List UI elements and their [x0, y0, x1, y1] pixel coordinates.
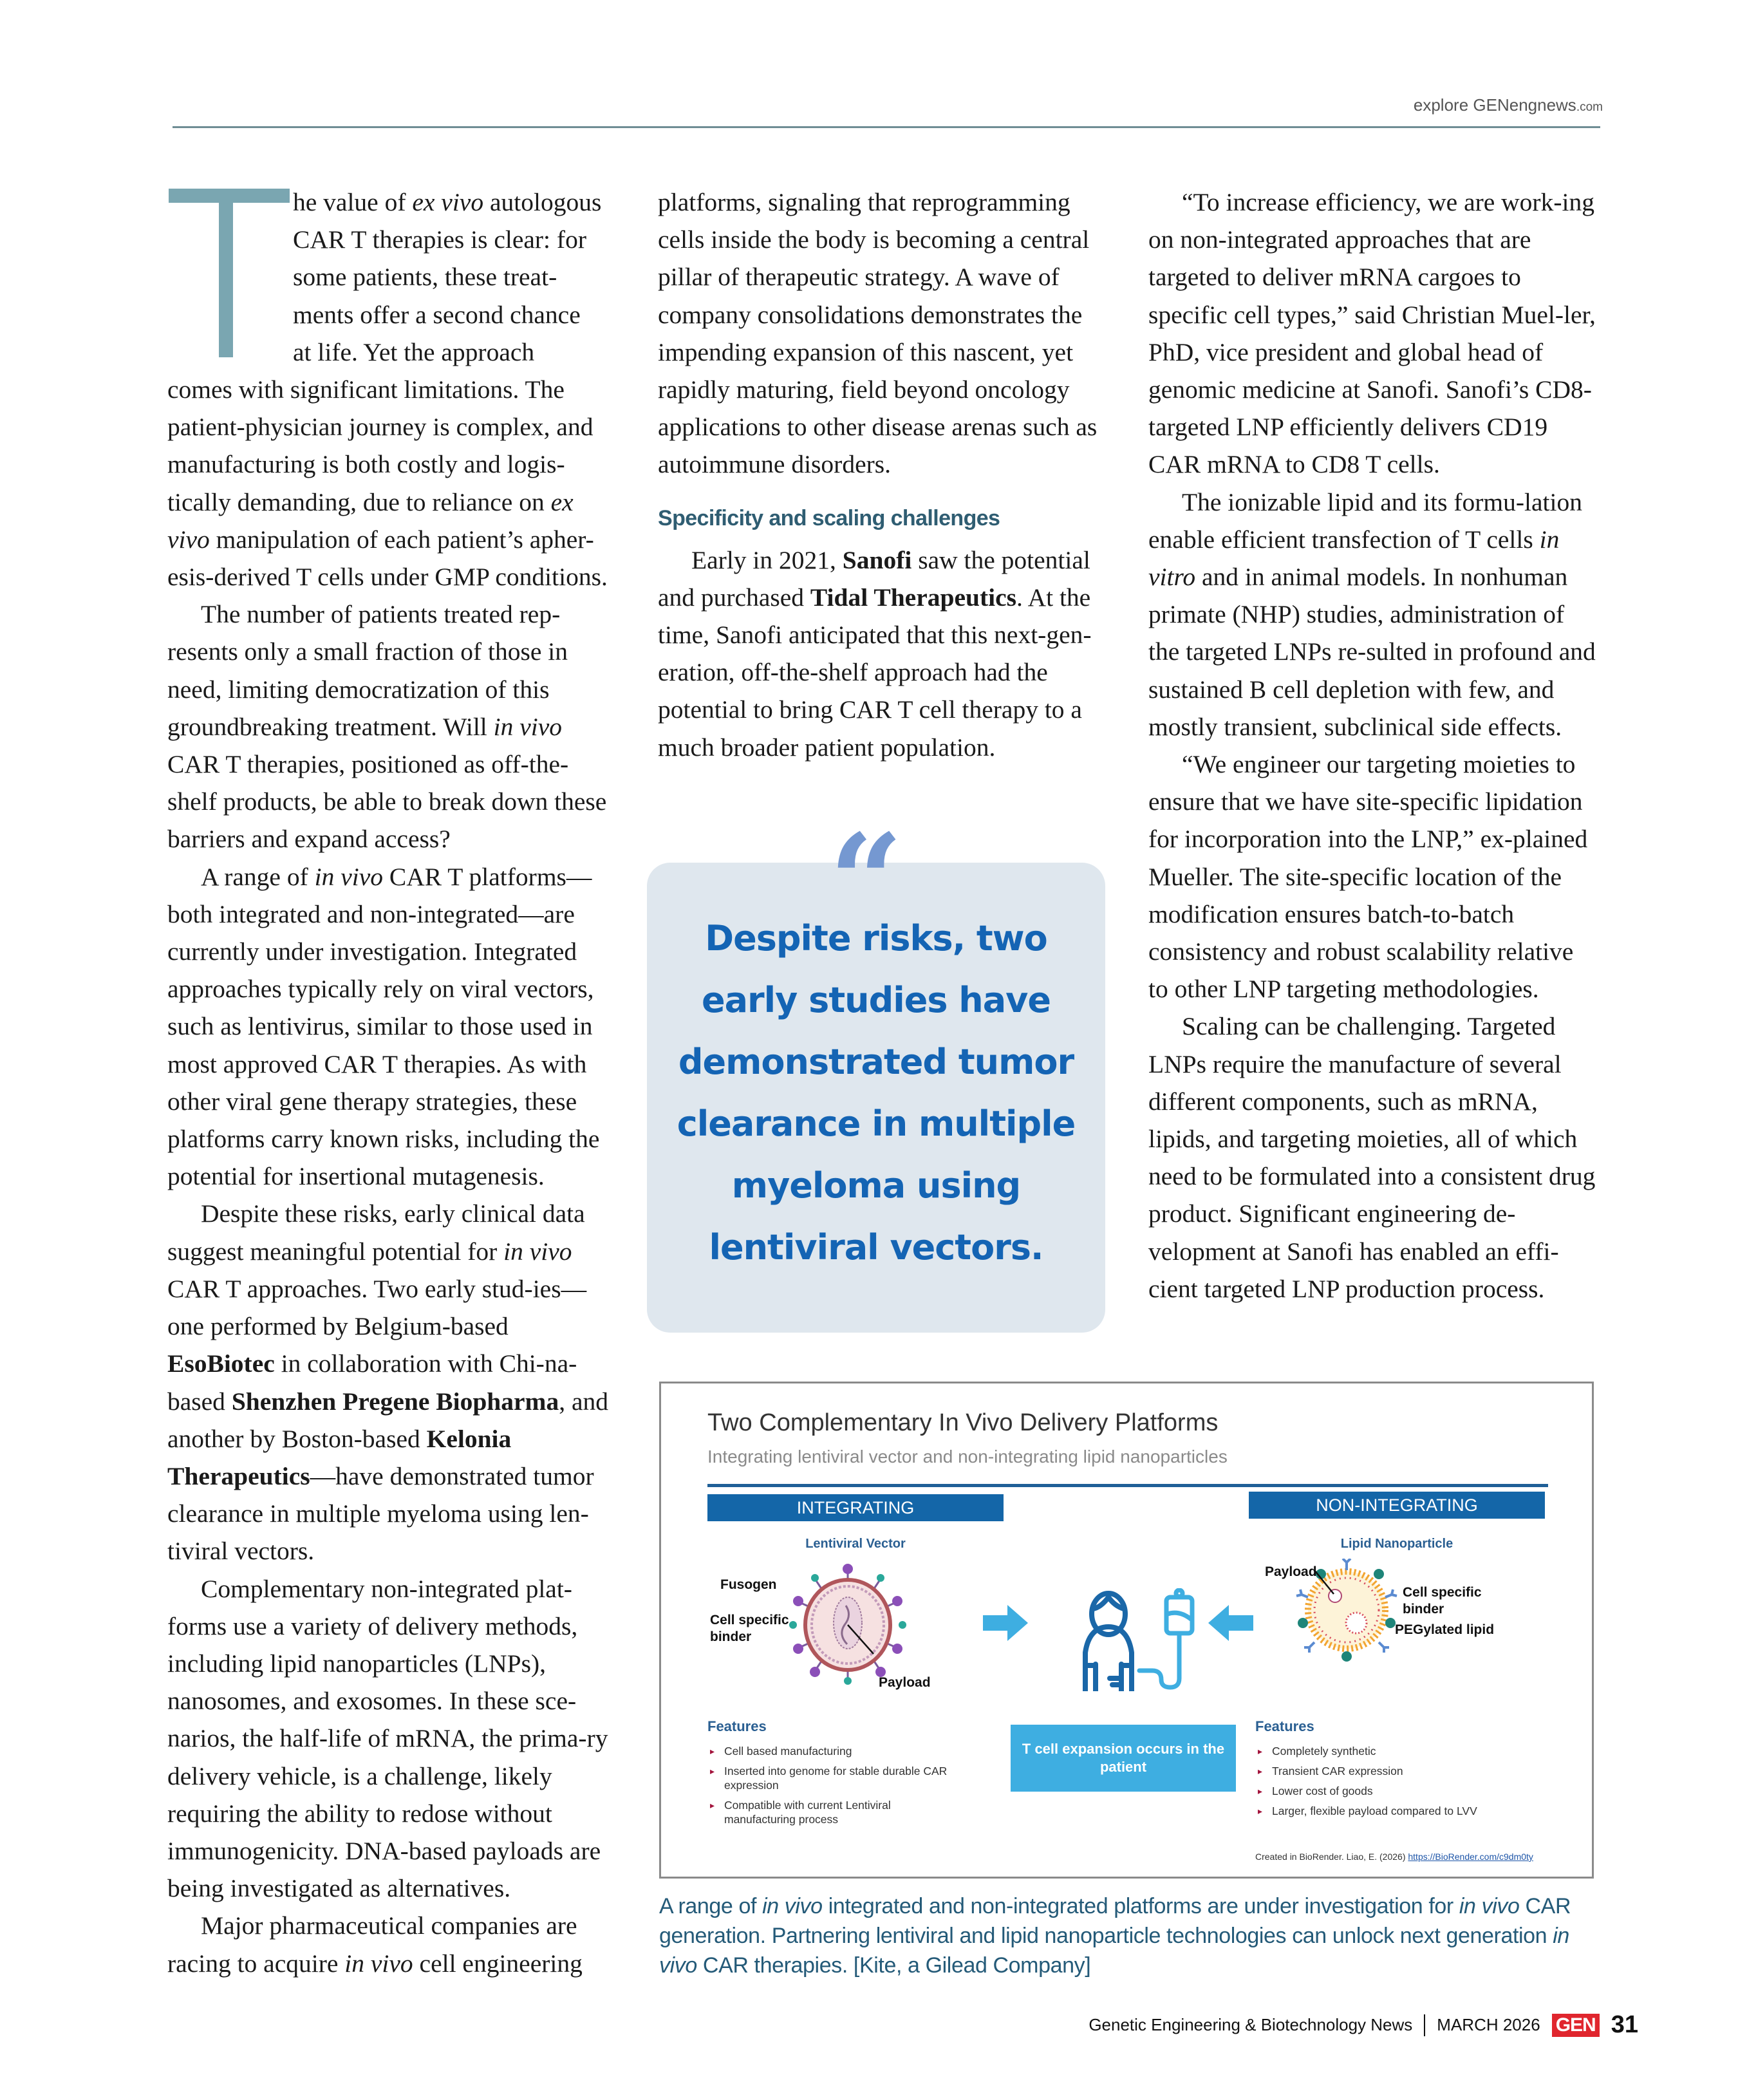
dropcap-letter-t [167, 183, 290, 364]
site-tld: .com [1576, 100, 1603, 114]
paragraph: The number of patients treated rep-resents only a small fraction of those in need, limiting democratization of this groundbreaking treatment. Will in vivo CAR T therapies, positioned as off-the-shelf products, be able to break down these barriers and expand access? [167, 600, 607, 854]
feature-item: ▸ Inserted into genome for stable durable CAR expression [710, 1765, 948, 1792]
gen-logo: GEN [1552, 2014, 1600, 2037]
non-integrating-label: NON-INTEGRATING [1249, 1492, 1545, 1519]
feature-item: ▸ Completely synthetic [1258, 1745, 1376, 1758]
site-link[interactable] [1414, 95, 1603, 115]
publication-name: Genetic Engineering & Biotechnology News [1089, 2015, 1413, 2034]
paragraph: Complementary non-integrated plat-forms use a variety of delivery methods, including lipid nanoparticles (LNPs), nanosomes, and exosomes. In these sce-narios, the half-life of mRNA, the prima-ry delivery vehicle, is a challenge, likely requiring the ability to redose without immunogenicity. DNA-based payloads are being investigated as alternatives. [167, 1574, 608, 1903]
company-esobiotec: EsoBiotec [167, 1349, 275, 1378]
paragraph: Major pharmaceutical companies are racing to acquire in vivo cell engineering [167, 1911, 583, 1978]
lnp-payload-label: Payload [1265, 1564, 1317, 1579]
features-list-non-integrating [1255, 1744, 1551, 1824]
company-pregene: Shenzhen Pregene Biopharma [231, 1387, 559, 1416]
lentiviral-vector-heading: Lentiviral Vector [805, 1537, 906, 1551]
t-cell-expansion-box: T cell expansion occurs in the patient [1011, 1725, 1236, 1792]
figure-caption: A range of in vivo integrated and non-integrated platforms are under investigation for in vivo CAR generation. Partnering lentiviral and lipid nanoparticle technologies can unlock next generation in vivo CAR therapies. [Kite, a Gilead Company] [659, 1894, 1571, 1978]
figure-title: Two Complementary In Vivo Delivery Platforms [707, 1409, 1219, 1436]
arrow-right-icon [983, 1605, 1028, 1641]
delivery-platforms-figure [659, 1382, 1594, 1879]
feature-item: ▸ Cell based manufacturing [710, 1745, 852, 1758]
site-name: explore GENengnews [1413, 95, 1576, 115]
article-column-3 [1148, 183, 1599, 1308]
figure-subtitle: Integrating lentiviral vector and non-integrating lipid nanoparticles [707, 1447, 1228, 1467]
paragraph: The ionizable lipid and its formu-lation enable efficient transfection of T cells in vitro and in animal models. In nonhuman primate (NHP) studies, administration of the targeted LNPs re-sulted in profound and sustained B cell depletion with few, and mostly transient, subclinical side effects. [1148, 487, 1596, 741]
paragraph: platforms, signaling that reprogramming cells inside the body is becoming a central pillar of therapeutic strategy. A wave of company consolidations demonstrates the impending expansion of this nascent, yet rapidly maturing, field beyond oncology applications to other disease arenas such as autoimmune disorders. [658, 188, 1098, 479]
feature-item: ▸ Larger, flexible payload compared to LVV [1258, 1805, 1477, 1817]
page-footer [1089, 2011, 1638, 2039]
features-heading-integrating: Features [707, 1718, 767, 1734]
peg-lipid-label: PEGylated lipid [1395, 1622, 1495, 1637]
intro-paragraph: he value of ex vivo autologous CAR T therapies is clear: for some patients, these treat- ments offer a second chance at life. Yet the approach comes with significant limitations. The patient-physician journey is complex, and manufacturing is both costly and logis-tically demanding, due to reliance on ex vivo manipulation of each patient’s apher-esis-derived T cells under GMP conditions. [167, 188, 608, 592]
article-column-2 [658, 183, 1108, 766]
paragraph: Early in 2021, Sanofi saw the potential and purchased Tidal Therapeutics. At the time, Sanofi anticipated that this next-gen-eration, off-the-shelf approach had the potential to bring CAR T cell therapy to a much broader patient population. [658, 545, 1092, 762]
features-heading-non-integrating: Features [1255, 1718, 1314, 1734]
patient-icon [1070, 1588, 1205, 1691]
company-tidal: Tidal Therapeutics [810, 583, 1016, 612]
quote-mark-icon: “ [829, 806, 904, 957]
article-column-1 [167, 183, 612, 1982]
figure-rule [707, 1484, 1548, 1487]
paragraph: Despite these risks, early clinical data suggest meaningful potential for in vivo CAR T approaches. Two early stud-ies—one performed by Belgium-based EsoBiotec in collaboration with Chi-na-based Shenzhen Pregene Biopharma, and another by Boston-based Kelonia Therapeutics—have demonstrated tumor clearance in multiple myeloma using len-tiviral vectors. [167, 1199, 608, 1566]
page-number: 31 [1611, 2011, 1638, 2038]
lipid-nanoparticle-heading: Lipid Nanoparticle [1340, 1537, 1453, 1551]
feature-item: ▸ Transient CAR expression [1258, 1765, 1403, 1777]
paragraph: “We engineer our targeting moieties to ensure that we have site-specific lipidation for incorporation into the LNP,” ex-plained Mueller. The site-specific location of the modification ensures batch-to-batch consistency and robust scalability relative to other LNP targeting methodologies. [1148, 750, 1588, 1004]
feature-item: ▸ Compatible with current Lentiviral manufacturing process [710, 1799, 891, 1826]
cell-binder-label: Cell specific binder [710, 1613, 789, 1644]
company-sanofi: Sanofi [842, 545, 912, 574]
paragraph: A range of in vivo CAR T platforms—both integrated and non-integrated—are currently under investigation. Integrated approaches typically rely on viral vectors, such as lentivirus, similar to those used in most approved CAR T therapies. As with other viral gene therapy strategies, these platforms carry known risks, including the potential for insertional mutagenesis. [167, 862, 600, 1191]
header-rule [173, 126, 1600, 128]
arrow-left-icon [1208, 1605, 1253, 1641]
lentivirus-icon [787, 1564, 909, 1686]
footer-divider [1424, 2014, 1425, 2036]
payload-label: Payload [879, 1675, 931, 1690]
biorender-link[interactable]: https://BioRender.com/c9dm0ty [1408, 1852, 1533, 1862]
paragraph: “To increase efficiency, we are work-ing on non-integrated approaches that are targeted to deliver mRNA cargoes to specific cell types,” said Christian Muel-ler, PhD, vice president and global head of genomic medicine at Sanofi. Sanofi’s CD8-targeted LNP efficiently delivers CD19 CAR mRNA to CD8 T cells. [1148, 188, 1596, 479]
company-kelonia: Kelonia Therapeutics [167, 1424, 512, 1490]
pull-quote-text: Despite risks, two early studies have demonstrated tumor clearance in multiple myeloma using lentiviral vectors. [677, 918, 1076, 1268]
section-subheading: Specificity and scaling challenges [658, 505, 1000, 530]
lnp-binder-label: Cell specific binder [1403, 1585, 1482, 1617]
paragraph: Scaling can be challenging. Targeted LNPs require the manufacture of several different components, such as mRNA, lipids, and targeting moieties, all of which need to be formulated into a consistent drug product. Significant engineering de-velopment at Sanofi has enabled an effi-cient targeted LNP production process. [1148, 1012, 1596, 1303]
issue-date: MARCH 2026 [1437, 2015, 1540, 2034]
features-list-integrating [707, 1744, 965, 1832]
fusogen-label: Fusogen [720, 1577, 777, 1592]
figure-credit: Created in BioRender. Liao, E. (2026) https://BioRender.com/c9dm0ty [1255, 1852, 1533, 1862]
integrating-label: INTEGRATING [707, 1494, 1004, 1521]
feature-item: ▸ Lower cost of goods [1258, 1785, 1373, 1797]
